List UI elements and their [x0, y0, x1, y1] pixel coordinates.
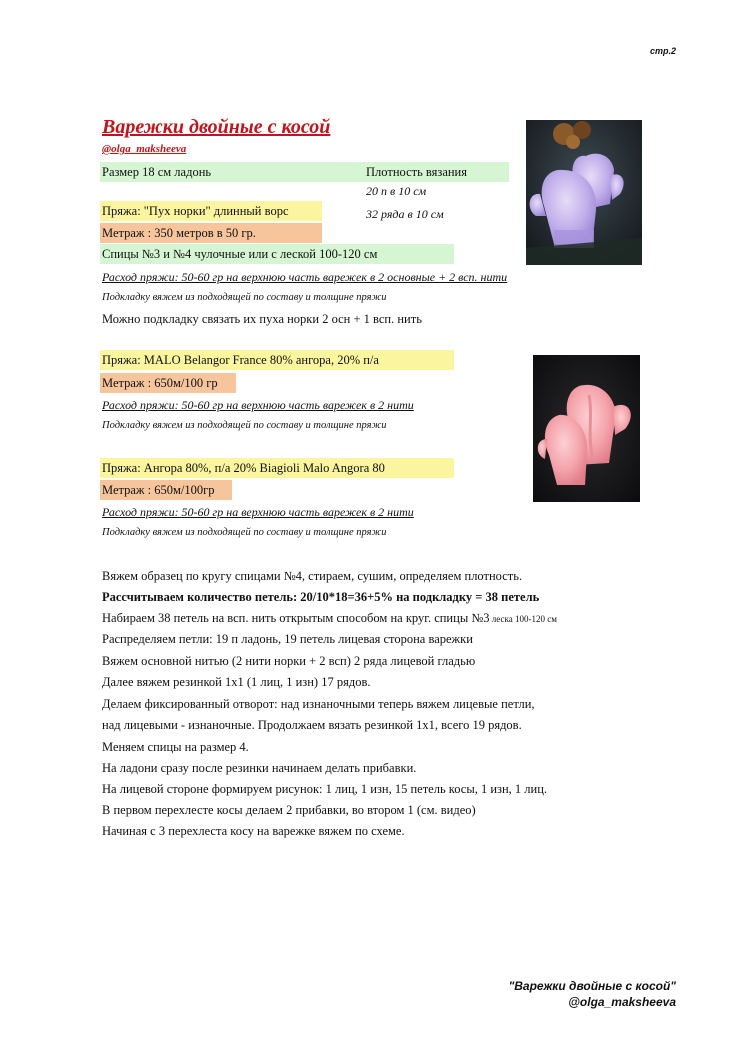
pink-mittens-photo — [533, 355, 640, 502]
needles-line: Спицы №3 и №4 чулочные или с леской 100-120 см — [100, 244, 454, 264]
size-line: Размер 18 см ладонь — [100, 162, 368, 182]
instruction-3 — [102, 611, 557, 626]
length2-line: Метраж : 650м/100 гр — [100, 373, 236, 393]
length3-line: Метраж : 650м/100гр — [100, 480, 232, 500]
instruction-13: Начиная с 3 перехлеста косу на варежке вяжем по схеме. — [102, 824, 405, 838]
footer-author: @olga_maksheeva — [568, 995, 676, 1009]
yarn3-line: Пряжа: Ангора 80%, п/а 20% Biagioli Malo Angora 80 — [100, 458, 454, 478]
consumption1-line: Расход пряжи: 50-60 гр на верхнюю часть варежек в 2 основные + 2 всп. нити — [102, 270, 508, 284]
consumption2-line: Расход пряжи: 50-60 гр на верхнюю часть варежек в 2 нити — [102, 398, 414, 412]
instruction-11: На лицевой стороне формируем рисунок: 1 лиц, 1 изн, 15 петель косы, 1 изн, 1 лиц. — [102, 782, 548, 796]
consumption3-line: Расход пряжи: 50-60 гр на верхнюю часть варежек в 2 нити — [102, 505, 414, 519]
instruction-7: Делаем фиксированный отворот: над изнаночными теперь вяжем лицевые петли, — [102, 697, 535, 711]
yarn1-line: Пряжа: "Пух норки" длинный ворс — [100, 201, 322, 221]
footer-title: "Варежки двойные с косой" — [508, 979, 676, 993]
instruction-5: Вяжем основной нитью (2 нити норки + 2 всп) 2 ряда лицевой гладью — [102, 654, 476, 668]
lining3-line: Подкладку вяжем из подходящей по составу и толщине пряжи — [102, 527, 387, 538]
instruction-9: Меняем спицы на размер 4. — [102, 740, 249, 754]
instruction-10: На ладони сразу после резинки начинаем делать прибавки. — [102, 761, 417, 775]
lining2-line: Подкладку вяжем из подходящей по составу и толщине пряжи — [102, 420, 387, 431]
length1-line: Метраж : 350 метров в 50 гр. — [100, 223, 322, 243]
instruction-8: над лицевыми - изнаночные. Продолжаем вязать резинкой 1х1, всего 19 рядов. — [102, 718, 522, 732]
density-rows: 32 ряда в 10 см — [366, 207, 444, 221]
page-title: Варежки двойные с косой — [102, 116, 331, 138]
lining1-line: Подкладку вяжем из подходящей по составу и толщине пряжи — [102, 292, 387, 303]
instruction-3-note: леска 100-120 см — [489, 614, 557, 624]
author-handle: @olga_maksheeva — [102, 143, 187, 155]
instruction-2: Рассчитываем количество петель: 20/10*18=36+5% на подкладку = 38 петель — [102, 590, 540, 604]
instruction-1: Вяжем образец по кругу спицами №4, стираем, сушим, определяем плотность. — [102, 569, 523, 583]
density-stitches: 20 п в 10 см — [366, 184, 427, 198]
page-number: стр.2 — [650, 46, 677, 56]
density-label: Плотность вязания — [364, 162, 509, 182]
yarn2-line: Пряжа: MALO Belangor France 80% ангора, 20% п/а — [100, 350, 454, 370]
instruction-4: Распределяем петли: 19 п ладонь, 19 петель лицевая сторона варежки — [102, 632, 473, 646]
lilac-mittens-photo — [526, 120, 642, 265]
lining-alt-line: Можно подкладку связать их пуха норки 2 осн + 1 всп. нить — [102, 312, 422, 326]
instruction-6: Далее вяжем резинкой 1х1 (1 лиц, 1 изн) 17 рядов. — [102, 675, 371, 689]
instruction-12: В первом перехлесте косы делаем 2 прибавки, во втором 1 (см. видео) — [102, 803, 476, 817]
instruction-3-main: Набираем 38 петель на всп. нить открытым способом на круг. спицы №3 — [102, 611, 490, 625]
